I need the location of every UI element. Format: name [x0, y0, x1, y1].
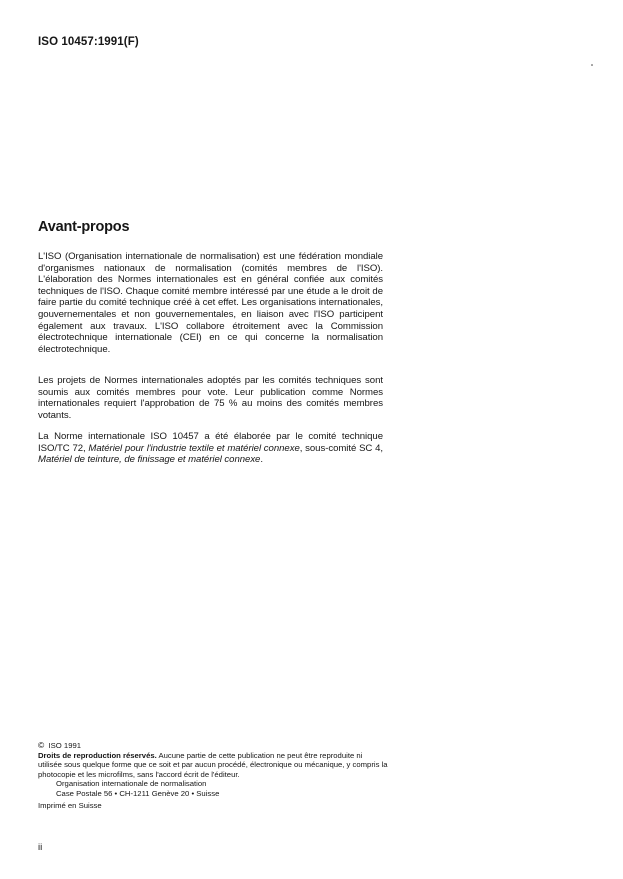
copyright-symbol: © [38, 740, 45, 750]
foreword-paragraph-1: L'ISO (Organisation internationale de normalisation) est une fédération mondiale d'organismes nationaux de normalisation (comités membres de l'ISO). L'élaboration des Normes internationales est en général confiée aux comités techniques de l'ISO. Chaque comité membre intéressé par une étude a le droit de faire partie du comité technique créé à cet effet. Les organisations internationales, gouvernementales et non gouvernementales, en liaison avec l'ISO participent également aux travaux. L'ISO collabore étroitement avec la Commission électrotechnique internationale (CEI) en ce qui concerne la normalisation électrotechnique. [38, 251, 383, 355]
copyright-year: ISO 1991 [48, 741, 82, 750]
copyright-line [38, 741, 388, 751]
sc-title: Matériel de teinture, de finissage et matériel connexe [38, 454, 261, 466]
printed-in: Imprimé en Suisse [38, 800, 102, 810]
foreword-title: Avant-propos [38, 219, 130, 235]
document-identifier: ISO 10457:1991(F) [38, 36, 139, 48]
organization-name: Organisation internationale de normalisation [56, 779, 207, 789]
rights-notice [38, 751, 388, 780]
rights-lead: Droits de reproduction réservés. [38, 750, 157, 760]
foreword-paragraph-2: Les projets de Normes internationales adoptés par les comités techniques sont soumis aux comités membres pour vote. Leur publication comme Normes internationales requiert l'approbation de 75 % au moins des comités membres votants. [38, 375, 383, 421]
postal-address: Case Postale 56 • CH-1211 Genève 20 • Suisse [56, 788, 220, 798]
page-number: ii [38, 842, 43, 853]
paragraph-3-end: . [260, 454, 263, 466]
copyright-block [38, 741, 388, 810]
paragraph-3-lead: La Norme internationale ISO 10457 a été élaborée par le comité technique ISO/TC 72, [38, 431, 383, 454]
paragraph-3-mid: , sous-comité SC 4, [299, 442, 383, 454]
foreword-paragraph-3 [38, 431, 383, 466]
scan-speck [591, 64, 593, 66]
tc-title: Matériel pour l'industrie textile et matériel connexe [88, 442, 300, 454]
rights-text: Aucune partie de cette publication ne peut être reproduite ni utilisée sous quelque forme que ce soit et par aucun procédé, électronique ou mécanique, y compris la photocopie et les microfilms, sans l'accord écrit de l'éditeur. [38, 750, 388, 779]
